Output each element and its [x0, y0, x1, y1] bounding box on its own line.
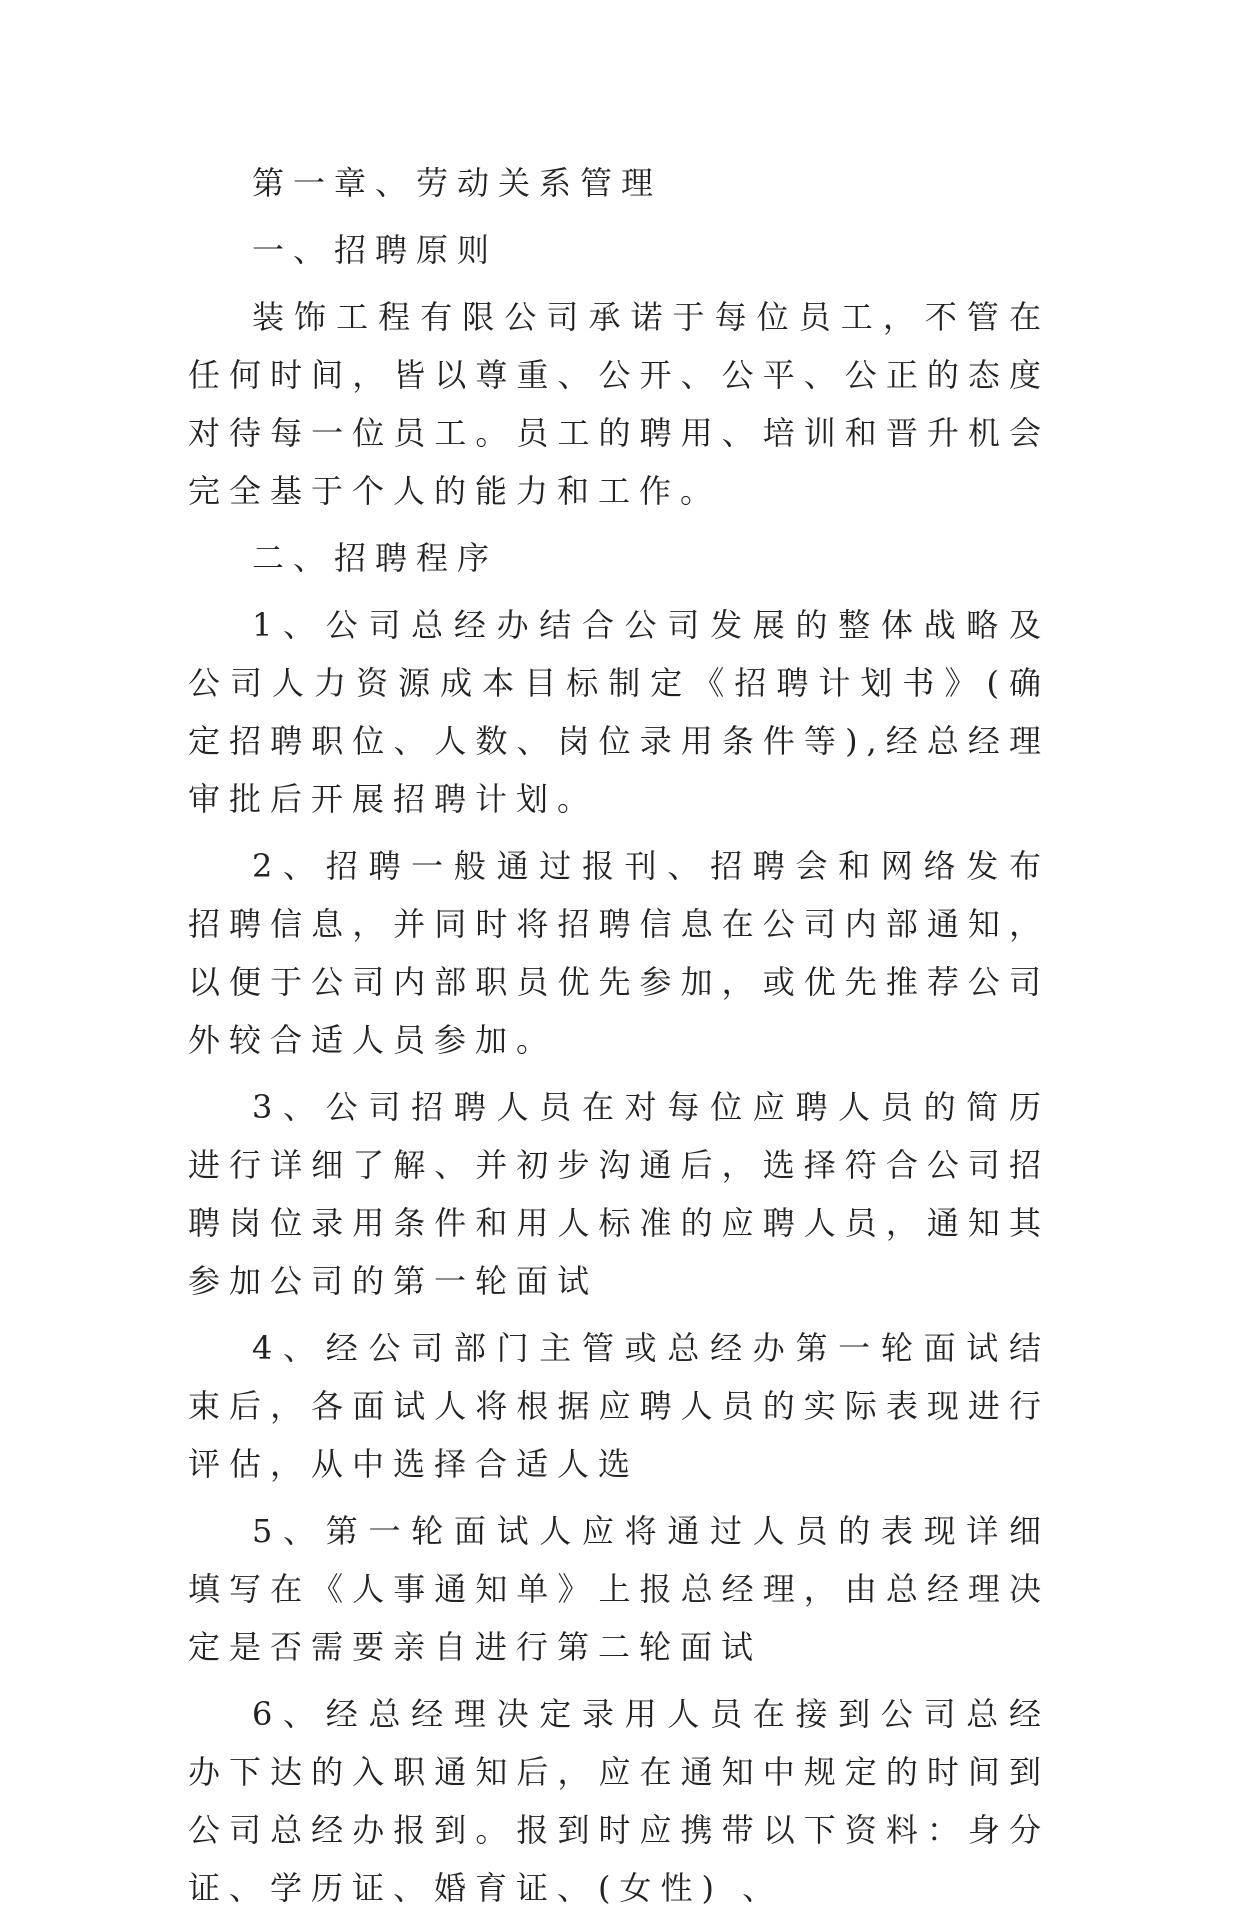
- document-body: [188, 154, 1050, 1926]
- procedure-step-5: 5、第一轮面试人应将通过人员的表现详细填写在《人事通知单》上报总经理，由总经理决定是否需要亲自进行第二轮面试: [188, 1512, 1050, 1666]
- section-title-recruitment-procedure: 二、招聘程序: [252, 539, 499, 577]
- section-title-recruitment-principles: 一、招聘原则: [252, 231, 499, 269]
- chapter-title: 第一章、劳动关系管理: [252, 164, 663, 202]
- procedure-step-1: 1、公司总经办结合公司发展的整体战略及公司人力资源成本目标制定《招聘计划书》(确定招聘职位、人数、岗位录用条件等),经总经理审批后开展招聘计划。: [188, 606, 1050, 818]
- procedure-step-6: 6、经总经理决定录用人员在接到公司总经办下达的入职通知后，应在通知中规定的时间到公司总经办报到。报到时应携带以下资料：身分证、学历证、婚育证、(女性) 、: [188, 1695, 1050, 1907]
- procedure-step-2: 2、招聘一般通过报刊、招聘会和网络发布招聘信息，并同时将招聘信息在公司内部通知，以便于公司内部职员优先参加，或优先推荐公司外较合适人员参加。: [188, 847, 1050, 1059]
- paragraph-recruitment-principles: 装饰工程有限公司承诺于每位员工，不管在任何时间，皆以尊重、公开、公平、公正的态度对待每一位员工。员工的聘用、培训和晋升机会完全基于个人的能力和工作。: [188, 298, 1050, 510]
- procedure-step-4: 4、经公司部门主管或总经办第一轮面试结束后，各面试人将根据应聘人员的实际表现进行评估，从中选择合适人选: [188, 1329, 1050, 1483]
- procedure-step-3: 3、公司招聘人员在对每位应聘人员的简历进行详细了解、并初步沟通后，选择符合公司招聘岗位录用条件和用人标准的应聘人员，通知其参加公司的第一轮面试: [188, 1088, 1050, 1300]
